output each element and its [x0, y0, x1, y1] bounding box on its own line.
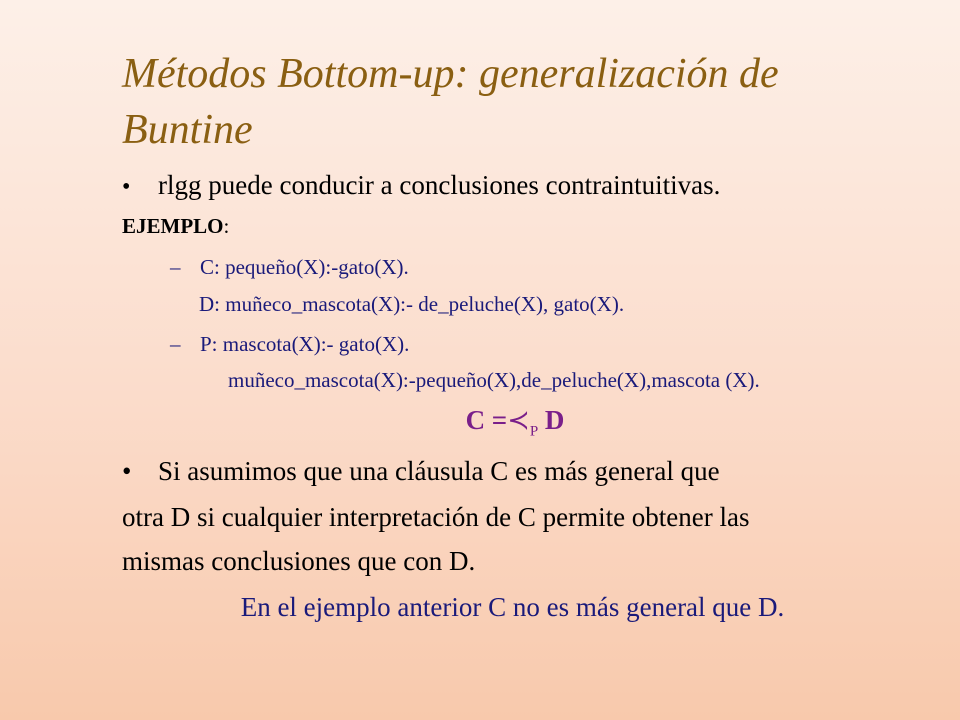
clause-c-text: C: pequeño(X):-gato(X). — [200, 255, 409, 279]
dash-icon: – — [170, 255, 181, 279]
slide-title: Métodos Bottom-up: generalización de Buntine — [122, 51, 779, 153]
conclusion-text: En el ejemplo anterior C no es más general que D. — [240, 592, 785, 622]
clause-p-second: muñeco_mascota(X):-pequeño(X),de_peluche(X),mascota (X). — [228, 368, 760, 392]
relation-right: D — [544, 405, 565, 435]
example-label-text: EJEMPLO — [122, 214, 224, 238]
clause-d: D: muñeco_mascota(X):- de_peluche(X), gato(X). — [199, 292, 625, 316]
paragraph-line-2: otra D si cualquier interpretación de C permite obtener las — [122, 502, 750, 532]
bullet-icon: • — [122, 456, 132, 486]
precedes-icon: ≺ — [507, 405, 530, 435]
clause-c — [170, 255, 409, 280]
clause-p-text: P: mascota(X):- gato(X). — [200, 332, 410, 356]
paragraph-line-3: mismas conclusiones que con D. — [122, 546, 476, 576]
paragraph-line-1 — [122, 456, 720, 487]
relation-left: C = — [465, 405, 508, 435]
relation-formula — [0, 405, 960, 440]
dash-icon: – — [170, 332, 181, 356]
clause-p — [170, 332, 409, 357]
example-label — [122, 214, 229, 239]
paragraph-line-1-text: Si asumimos que una cláusula C es más general que — [158, 456, 720, 486]
bullet-rlgg-text: rlgg puede conducir a conclusiones contraintuitivas. — [158, 170, 721, 200]
bullet-icon: • — [122, 174, 131, 200]
relation-subscript: P — [529, 423, 539, 440]
example-colon: : — [223, 214, 230, 238]
bullet-rlgg — [122, 170, 720, 201]
